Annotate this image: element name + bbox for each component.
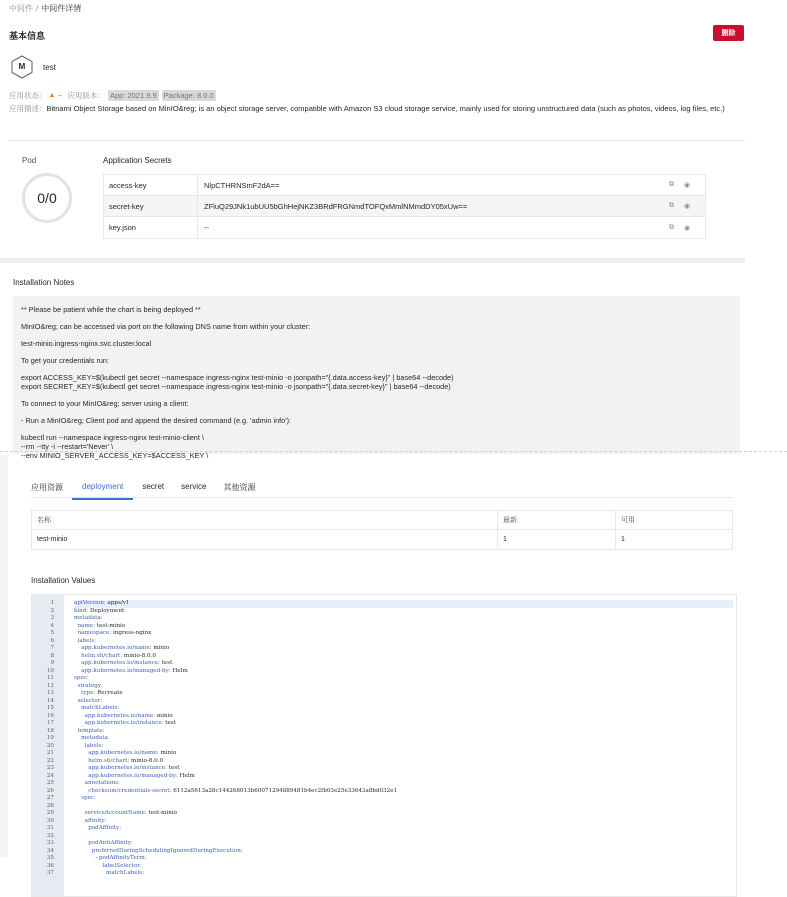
notes-paragraph: MinIO&reg; can be accessed via port on the following DNS name from within your cluster: — [21, 322, 311, 331]
line-number: 5 — [50, 630, 54, 636]
installation-values-title: Installation Values — [31, 576, 96, 585]
code-text: app.kubernetes.io/name: minio — [84, 712, 173, 719]
tab-deployment[interactable]: deployment — [72, 477, 133, 500]
section-band — [0, 258, 745, 263]
line-number: 29 — [46, 810, 54, 816]
line-number: 33 — [46, 840, 54, 846]
code-line — [32, 653, 736, 661]
line-number: 25 — [46, 780, 54, 786]
line-number: 3 — [50, 615, 54, 621]
code-line — [32, 773, 736, 781]
cell-latest: 1 — [498, 530, 616, 549]
eye-icon[interactable]: ◉ — [684, 182, 691, 189]
line-number: 24 — [46, 772, 54, 779]
secret-row — [104, 196, 705, 217]
code-line — [32, 608, 736, 616]
line-number: 11 — [46, 675, 54, 681]
code-text: namespace: ingress-nginx — [77, 630, 152, 636]
secrets-title: Application Secrets — [103, 156, 172, 165]
line-number: 13 — [46, 690, 54, 696]
secret-row — [104, 217, 705, 238]
notes-paragraph: - Run a MinIO&reg; Client pod and append the desired command (e.g. 'admin info'): — [21, 416, 292, 425]
code-line — [32, 728, 736, 736]
code-line — [32, 675, 736, 683]
line-number: 27 — [46, 795, 54, 801]
code-text: podAffinity: — [88, 825, 122, 831]
secret-row — [104, 175, 705, 196]
code-text: app.kubernetes.io/name: minio — [81, 645, 170, 651]
line-number: 36 — [46, 862, 54, 869]
column-header-latest: 最新 — [498, 511, 616, 529]
line-number: 4 — [50, 622, 54, 629]
code-text: metadata: — [81, 735, 110, 741]
eye-icon[interactable]: ◉ — [684, 224, 691, 232]
code-lines — [32, 600, 736, 878]
line-number: 15 — [46, 705, 54, 711]
copy-icon[interactable]: ⧉ — [669, 181, 674, 188]
line-number: 20 — [46, 742, 54, 749]
code-text: serviceAccountName: test-minio — [84, 810, 177, 816]
line-number: 10 — [46, 667, 54, 674]
code-text: labels: — [77, 637, 97, 644]
line-number: 35 — [46, 855, 54, 861]
code-text: podAntiAffinity: — [88, 840, 133, 846]
code-text: labelSelector: — [102, 862, 142, 869]
side-panel-edge — [0, 455, 8, 857]
code-line — [32, 750, 736, 758]
pod-label: Pod — [22, 156, 37, 165]
status-label: 应用状态： — [9, 91, 47, 100]
line-number: 37 — [46, 870, 54, 876]
line-number: 14 — [46, 697, 54, 704]
pod-count: 0/0 — [37, 190, 57, 206]
deployment-table — [31, 510, 733, 550]
code-text: app.kubernetes.io/instance: test — [84, 720, 176, 726]
code-text: affinity: — [84, 817, 107, 824]
code-line — [32, 645, 736, 653]
code-line — [32, 818, 736, 826]
secret-actions — [669, 224, 705, 232]
code-line — [32, 833, 736, 841]
copy-icon[interactable]: ⧉ — [669, 202, 674, 209]
line-number: 16 — [46, 712, 54, 719]
code-text: helm.sh/chart: minio-8.0.0 — [88, 757, 164, 764]
line-number: 28 — [46, 802, 54, 809]
code-line — [32, 630, 736, 638]
code-text: matchLabels: — [106, 870, 145, 876]
line-number: 30 — [46, 817, 54, 824]
code-line — [32, 698, 736, 706]
code-text: app.kubernetes.io/instance: test — [81, 660, 173, 666]
code-text: selector: — [77, 697, 103, 704]
secret-value: -- — [204, 223, 209, 232]
code-text: strategy: — [77, 682, 103, 689]
app-meta-row — [9, 90, 216, 101]
secret-key: key.json — [104, 217, 198, 238]
column-header-available: 可用 — [621, 517, 635, 524]
eye-icon[interactable]: ◉ — [684, 203, 691, 210]
line-number: 6 — [50, 637, 54, 644]
code-text: app.kubernetes.io/instance: test — [88, 765, 180, 771]
line-number: 34 — [46, 847, 54, 854]
app-name: test — [43, 63, 56, 72]
code-text: app.kubernetes.io/managed-by: Helm — [88, 772, 195, 779]
code-text: template: — [77, 727, 105, 734]
app-icon-letter: M — [18, 62, 26, 71]
code-text: spec: — [74, 675, 89, 681]
line-number: 19 — [46, 735, 54, 741]
basic-info-title: 基本信息 — [9, 31, 46, 41]
section-divider — [9, 140, 745, 141]
installation-notes-box[interactable] — [13, 296, 740, 460]
code-line — [32, 810, 736, 818]
app-hexagon-icon — [10, 55, 34, 79]
description-text: Bitnami Object Storage based on MinIO&reg; is an object storage server, compatible with Amazon S3 cloud storage service, mainly used for storing unstructured data (such as photos, videos, log files, etc.) — [46, 104, 725, 113]
code-line — [32, 780, 736, 788]
code-line — [32, 855, 736, 863]
code-text: name: test-minio — [77, 622, 126, 629]
code-line — [32, 840, 736, 848]
line-number: 7 — [50, 645, 54, 651]
code-text: - podAffinityTerm: — [74, 855, 147, 861]
secret-actions — [669, 181, 705, 189]
code-text: checksum/credentials-secret: 6112a5613a28c144268013b60071294889481b4ec2fb03e25e33643a8bd032e1 — [88, 787, 398, 794]
code-line — [32, 795, 736, 803]
code-line — [32, 690, 736, 698]
notes-cut-line — [0, 451, 787, 452]
cell-available: 1 — [621, 536, 625, 543]
table-row — [32, 530, 732, 549]
copy-icon[interactable]: ⧉ — [669, 223, 674, 231]
code-text: app.kubernetes.io/managed-by: Helm — [81, 667, 188, 674]
code-line — [32, 660, 736, 668]
breadcrumb-separator: / — [36, 4, 39, 13]
breadcrumb — [9, 3, 81, 14]
code-line — [32, 765, 736, 773]
code-line — [32, 848, 736, 856]
table-header-row — [32, 511, 732, 530]
code-text: helm.sh/chart: minio-8.0.0 — [81, 652, 156, 659]
breadcrumb-parent-link[interactable]: 中间件 — [9, 4, 33, 13]
notes-paragraph: To connect to your MinIO&reg; server using a client: — [21, 399, 189, 408]
line-number: 8 — [50, 652, 54, 659]
code-text: app.kubernetes.io/name: minio — [88, 750, 177, 756]
line-number: 12 — [46, 682, 54, 689]
code-line — [32, 705, 736, 713]
warning-icon: ▲ — [48, 92, 56, 99]
line-number: 23 — [46, 765, 54, 771]
tab-app-resources[interactable]: 应用资源 — [31, 483, 63, 492]
tab-other-resources[interactable]: 其他资源 — [223, 483, 256, 492]
delete-button[interactable]: 删除 — [713, 25, 744, 41]
version-label: 应用版本： — [67, 91, 105, 100]
notes-paragraph: ** Please be patient while the chart is being deployed ** — [21, 305, 201, 314]
line-number: 26 — [46, 787, 54, 794]
code-line — [32, 623, 736, 631]
secret-value: NlpCTHRNSmF2dA== — [204, 180, 280, 190]
notes-paragraph: test-minio.ingress-nginx.svc.cluster.local — [21, 339, 152, 348]
line-number: 21 — [46, 750, 54, 756]
line-number: 18 — [46, 727, 54, 734]
cell-name: test-minio — [32, 530, 498, 549]
line-number: 22 — [46, 757, 54, 764]
installation-notes-title: Installation Notes — [13, 278, 75, 287]
code-text: apiVersion: apps/v1 — [74, 600, 733, 608]
code-line — [32, 743, 736, 751]
code-line — [32, 668, 736, 676]
code-line — [32, 803, 736, 811]
description-label: 应用描述： — [9, 104, 47, 113]
code-line — [32, 600, 736, 608]
secret-value: ZFluQ29JNk1ubUU5bGhHejNKZ3BRdFRGNmdTOFQxMmlNMmdDY05xUw== — [204, 201, 468, 211]
code-line — [32, 735, 736, 743]
code-text: labels: — [84, 742, 104, 749]
code-text: kind: Deployment — [74, 607, 125, 614]
code-line — [32, 638, 736, 646]
code-line — [32, 870, 736, 878]
line-number: 31 — [46, 825, 54, 831]
code-line — [32, 863, 736, 871]
breadcrumb-current: 中间件详情 — [41, 4, 82, 13]
code-line — [32, 825, 736, 833]
tab-secret[interactable]: secret — [142, 482, 165, 491]
code-line — [32, 788, 736, 796]
code-text: metadata: — [74, 615, 103, 621]
code-text: spec: — [81, 795, 96, 801]
code-line — [32, 713, 736, 721]
code-line — [32, 720, 736, 728]
code-text: type: Recreate — [81, 690, 123, 696]
line-number: 2 — [50, 607, 54, 614]
secret-key: access-key — [104, 175, 198, 195]
notes-paragraph: export ACCESS_KEY=$(kubectl get secret --namespace ingress-nginx test-minio -o jsonpath="{.data.access-key}" | base64 --decode) export SECRET_KEY=$(kubectl get secret --namespace ingress-nginx test-minio -o jsonpath="{.data.secret-key}" | base64 --decode) — [21, 373, 454, 391]
secrets-table — [103, 174, 706, 239]
app-version-tag: App: 2021.9.9 — [109, 91, 157, 100]
notes-paragraph: To get your credentials run: — [21, 356, 110, 365]
code-line — [32, 758, 736, 766]
yaml-editor[interactable] — [31, 594, 737, 897]
secret-key: secret-key — [104, 196, 198, 216]
tabs-underline — [31, 497, 733, 498]
code-text: matchLabels: — [81, 705, 120, 711]
tab-service[interactable]: service — [181, 482, 207, 491]
line-number: 17 — [46, 720, 54, 726]
app-description — [9, 103, 749, 115]
column-header-name: 名称 — [32, 511, 498, 529]
code-line — [32, 615, 736, 623]
code-text: annotations: — [84, 780, 120, 786]
line-number: 1 — [50, 600, 54, 606]
status-value: -- — [57, 91, 63, 100]
code-line — [32, 683, 736, 691]
code-text: preferredDuringSchedulingIgnoredDuringExecution: — [91, 847, 243, 854]
line-number: 32 — [46, 832, 54, 839]
notes-paragraph: kubectl run --namespace ingress-nginx test-minio-client \ --rm --tty -i --restart='Never' \ --env MINIO_SERVER_ACCESS_KEY=$ACCESS_KEY \ — [21, 433, 209, 460]
line-number: 9 — [50, 660, 54, 666]
package-version-tag: Package: 8.0.0 — [163, 91, 214, 100]
secret-actions — [669, 202, 705, 210]
